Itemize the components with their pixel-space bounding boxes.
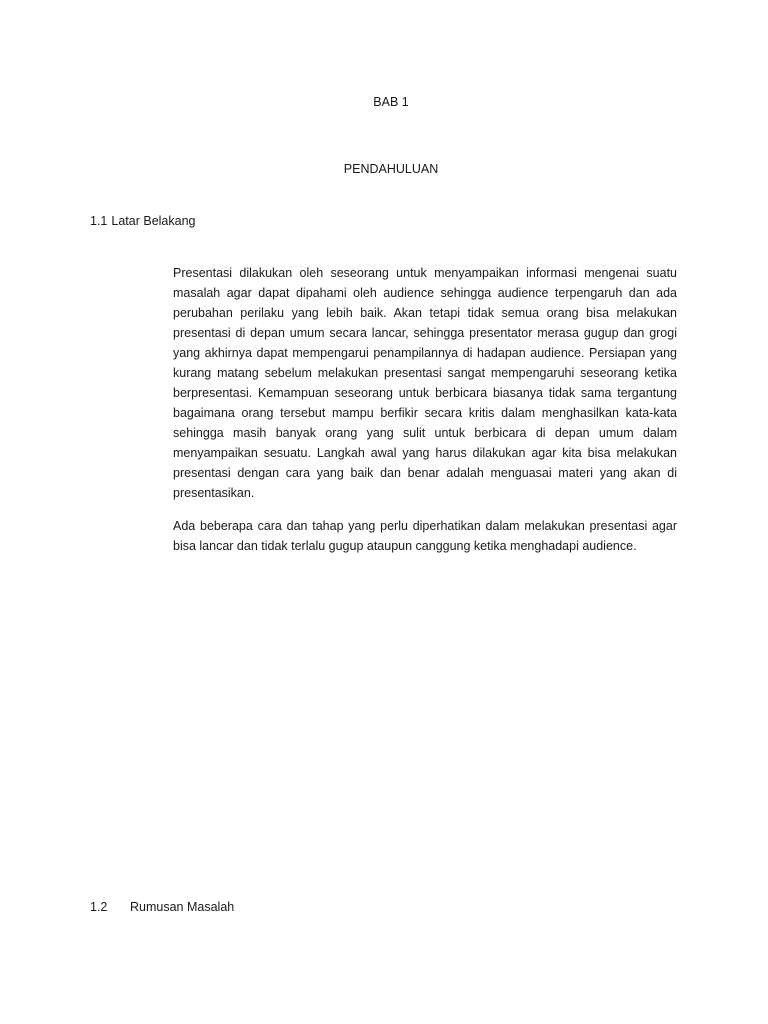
section-number: 1.1 (90, 214, 108, 228)
paragraph-latar-belakang-1: Presentasi dilakukan oleh seseorang untuk menyampaikan informasi mengenai suatu masalah agar dapat dipahami oleh audience sehingga audience terpengaruh dan ada perubahan perilaku yang lebih baik. Akan tetapi tidak semua orang bisa melakukan presentasi di depan umum secara lancar, sehingga presentator merasa gugup dan grogi yang akhirnya dapat mempengarui penampilannya di hadapan audience. Persiapan yang kurang matang sebelum melakukan presentasi sangat mempengaruhi seseorang ketika berpresentasi. Kemampuan seseorang untuk berbicara biasanya tidak sama tergantung bagaimana orang tersebut mampu berfikir secara kritis dalam menghasilkan kata-kata sehingga masih banyak orang yang sulit untuk berbicara di depan umum dalam menyampaikan sesuatu. Langkah awal yang harus dilakukan agar kita bisa melakukan presentasi dengan cara yang baik dan benar adalah menguasai materi yang akan di presentasikan. (173, 266, 677, 500)
chapter-title: PENDAHULUAN (343, 162, 439, 176)
section-title: Latar Belakang (111, 214, 196, 228)
paragraph-latar-belakang-2: Ada beberapa cara dan tahap yang perlu diperhatikan dalam melakukan presentasi agar bisa lancar dan tidak terlalu gugup ataupun canggung ketika menghadapi audience. (173, 519, 677, 553)
section-heading-1-2 (90, 900, 234, 914)
section-heading-1-1 (90, 214, 195, 228)
section-title: Rumusan Masalah (130, 900, 235, 914)
section-number: 1.2 (90, 900, 108, 914)
chapter-number: BAB 1 (373, 95, 409, 109)
